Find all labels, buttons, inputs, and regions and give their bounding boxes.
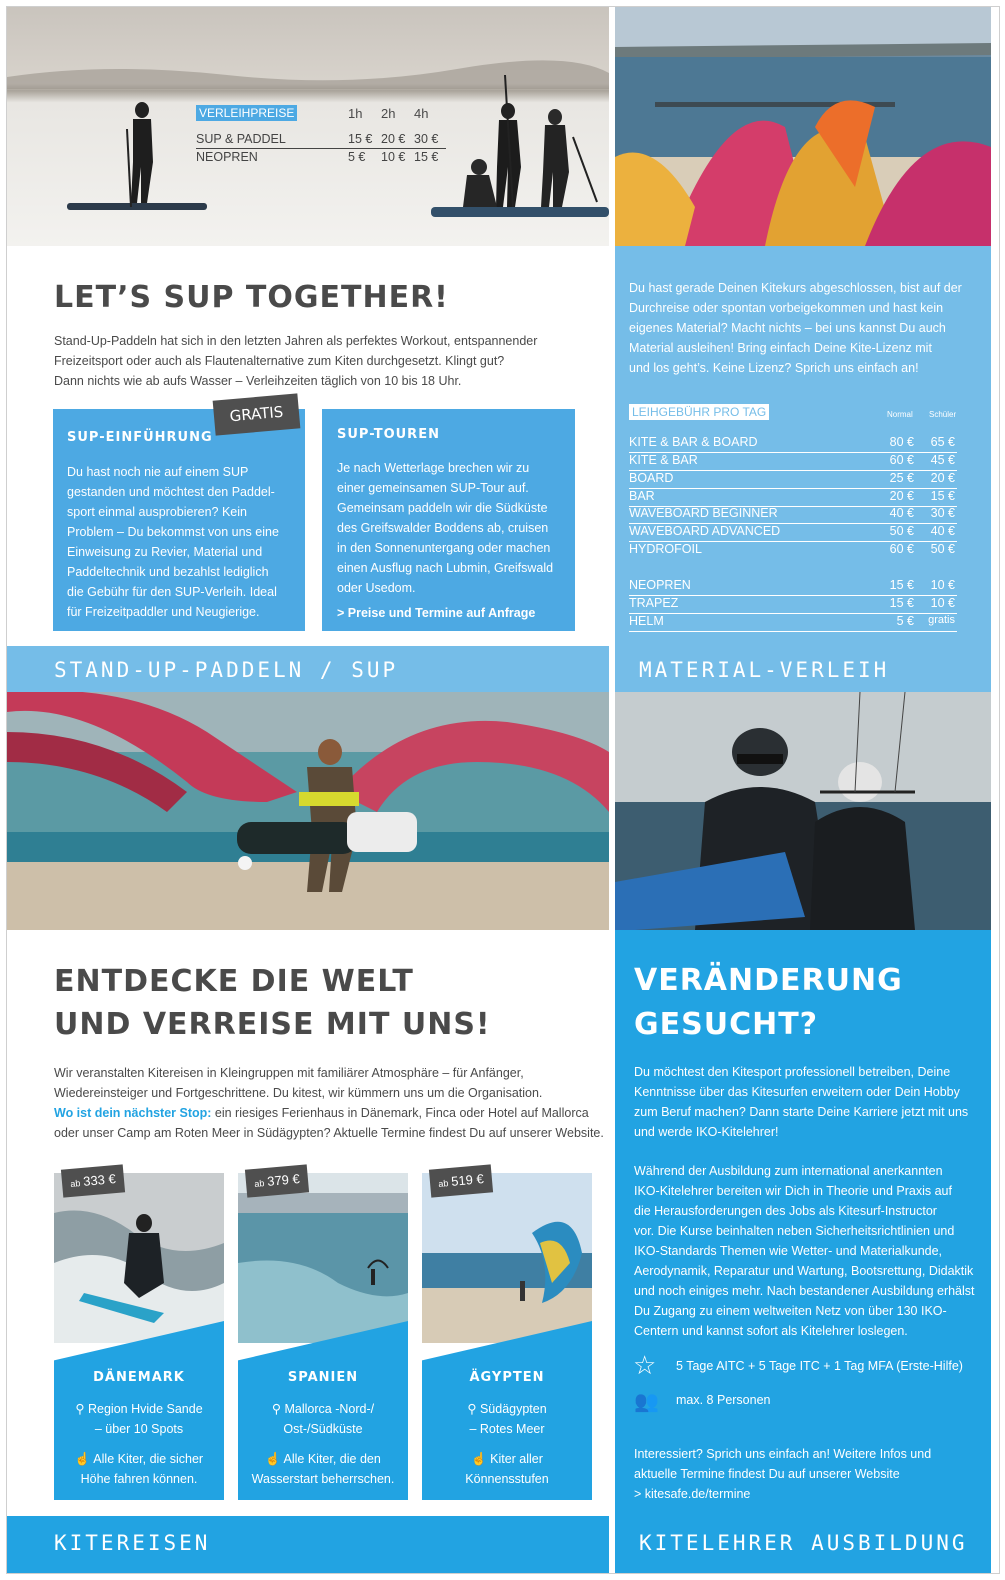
material-band-title: MATERIAL-VERLEIH — [639, 658, 890, 682]
destination-level-2: Wasserstart beherrschen. — [251, 1472, 395, 1486]
destination-location-2: – über 10 Spots — [94, 1422, 184, 1436]
col-1h: 1h — [348, 106, 363, 121]
sup-tours-card-text: Je nach Wetterlage brechen wir zu einer gemeinsamen SUP-Tour auf. Gemeinsam paddeln wir die Südküste des Greifswalder Boddens ab, cruisen in den Sonnenuntergang oder machen einen Ausflug nach Lubmin, Greifswald oder Usedom. — [337, 461, 554, 595]
instructor-photo — [615, 692, 991, 930]
feature-duration: 5 Tage AITC + 5 Tage ITC + 1 Tag MFA (Erste-Hilfe) — [676, 1359, 963, 1373]
destination-location: ⚲ Südägypten — [467, 1402, 547, 1416]
sup-intro-1: Stand-Up-Paddeln hat sich in den letzten Jahren als perfektes Workout, entspannender — [54, 334, 538, 348]
lehrer-p2: Während der Ausbildung zum international anerkannten IKO-Kitelehrer bereiten wir Dich in Theorie und Praxis auf die Herausforderungen des Jobs als Kitesurf-Instructor vor. Die Kurse beinhalten neben Sicherheitsrichtlinien und IKO-Standards Themen wie Wetter- und Materialkunde, Aerodynamik, Reparatur und Wartung, Bootsrettung, Didaktik und noch einiges mehr. Nach bestandener Ausbildung erhälst Du Zugang zu einem weltweiten Netz von über 130 IKO- Centern und kannst sofort als Kitelehrer loslegen. — [634, 1164, 975, 1338]
table-row: KITE & BAR & BOARD 80 € 65 € — [629, 435, 957, 453]
table-row: WAVEBOARD ADVANCED 50 € 40 € — [629, 524, 957, 542]
table-row: KITE & BAR 60 € 45 € — [629, 453, 957, 471]
lehrer-p3: Interessiert? Sprich uns einfach an! Weitere Infos und aktuelle Termine findest Du auf unserer Website > kitesafe.de/termine — [634, 1444, 984, 1504]
reisen-heading-2: UND VERREISE MIT UNS! — [54, 1007, 491, 1042]
lehrer-heading-1: VERÄNDERUNG — [634, 963, 903, 998]
sup-rental-table — [196, 104, 446, 168]
kiter-beach-photo — [7, 692, 609, 930]
lehrer-p1: Du möchtest den Kitesport professionell betreiben, Deine Kenntnisse über das Kitesurfen erweitern oder Dein Hobby zum Beruf machen? Dann starte Deine Karriere jetzt mit uns und werde IKO-Kitelehrer! — [634, 1065, 969, 1139]
destination-name: DÄNEMARK — [93, 1370, 185, 1385]
col-4h: 4h — [414, 106, 429, 121]
price-tag: ab 519 € — [429, 1164, 493, 1197]
col-normal: Normal — [887, 410, 913, 419]
sup-tours-card-title: SUP-TOUREN — [337, 427, 440, 442]
map-pin-icon: ⚲ — [271, 1402, 282, 1416]
table-row: SUP & PADDEL 15 € 20 € 30 € — [196, 132, 446, 149]
reisen-text-1: Wir veranstalten Kitereisen in Kleingruppen mit familiärer Atmosphäre – für Anfänger, — [54, 1066, 524, 1080]
feature-group-size: max. 8 Personen — [676, 1393, 771, 1407]
reisen-text-4: oder unser Camp am Roten Meer in Südägypten? Aktuelle Termine findest Du auf unserer Website. — [54, 1126, 604, 1140]
table-row: NEOPREN 15 € 10 € — [629, 578, 957, 596]
table-row: BOARD 25 € 20 € — [629, 471, 957, 489]
sup-rental-header: VERLEIHPREISE — [196, 105, 297, 121]
reisen-text-3 — [54, 1103, 589, 1123]
destination-card-daenemark[interactable] — [54, 1173, 224, 1500]
kites-beach-photo — [615, 7, 991, 246]
reisen-highlight: Wo ist dein nächster Stop: — [54, 1106, 212, 1120]
material-table-header: LEIHGEBÜHR PRO TAG — [629, 404, 769, 420]
destination-level: ☝ Kiter aller — [471, 1452, 543, 1466]
destination-level-2: Könnensstufen — [465, 1472, 549, 1486]
table-row: WAVEBOARD BEGINNER 40 € 30 € — [629, 506, 957, 524]
destination-name: ÄGYPTEN — [469, 1370, 545, 1385]
table-row: BAR 20 € 15 € — [629, 489, 957, 507]
destination-level: ☝ Alle Kiter, die den — [265, 1452, 381, 1466]
reisen-heading-1: ENTDECKE DIE WELT — [54, 964, 414, 999]
map-pin-icon: ⚲ — [75, 1402, 85, 1416]
aegypten-photo — [422, 1173, 592, 1343]
reisen-text-2: Wiedereinsteiger und Fortgeschrittene. Du kitest, wir kümmern uns um die Organisation. — [54, 1086, 543, 1100]
material-intro: Du hast gerade Deinen Kitekurs abgeschlossen, bist auf der Durchreise oder spontan vorbeigekommen und hast kein eigenes Material? Macht nichts – bei uns kannst Du auch Material ausleihen! Bring einfach Deine Kite-Lizenz mit und los geht’s. Keine Lizenz? Sprich uns einfach an! — [629, 281, 962, 375]
sup-intro-2: Freizeitsport oder auch als Flautenalternative zum Kiten durchgesetzt. Klingt gut? — [54, 354, 505, 368]
destination-location-2: – Rotes Meer — [469, 1422, 545, 1436]
sup-intro-card-title: SUP-EINFÜHRUNG — [67, 430, 213, 445]
destination-level: ☝ Alle Kiter, die sicher — [74, 1452, 204, 1466]
star-icon: ☆ — [633, 1350, 657, 1380]
col-schueler: Schüler — [929, 410, 957, 419]
spanien-photo — [238, 1173, 408, 1343]
map-pin-icon: ⚲ — [467, 1402, 477, 1416]
destination-location: ⚲ Region Hvide Sande — [75, 1402, 203, 1416]
table-row: HELM 5 € gratis — [629, 614, 957, 632]
price-tag: ab 379 € — [245, 1164, 309, 1197]
daenemark-photo — [54, 1173, 224, 1343]
destination-level-2: Höhe fahren können. — [80, 1472, 198, 1486]
destination-location: ⚲ Mallorca -Nord-/ — [271, 1402, 375, 1416]
destination-location-2: Ost-/Südküste — [283, 1422, 363, 1436]
sup-intro-3: Dann nichts wie ab aufs Wasser – Verleihzeiten täglich von 10 bis 18 Uhr. — [54, 374, 462, 388]
lehrer-band-title: KITELEHRER AUSBILDUNG — [639, 1531, 968, 1555]
sup-band-title: STAND-UP-PADDELN / SUP — [54, 658, 399, 682]
lehrer-heading-2: GESUCHT? — [634, 1007, 819, 1042]
price-tag: ab 333 € — [61, 1164, 125, 1197]
destination-name: SPANIEN — [287, 1370, 359, 1385]
group-icon: 👥 — [634, 1391, 659, 1413]
gratis-badge: GRATIS — [213, 393, 301, 435]
website-link[interactable]: > kitesafe.de/termine — [634, 1487, 751, 1501]
thumbs-up-icon: ☝ — [74, 1452, 91, 1466]
thumbs-up-icon: ☝ — [265, 1452, 281, 1466]
col-2h: 2h — [381, 106, 396, 121]
reisen-text-3-rest: ein riesiges Ferienhaus in Dänemark, Finca oder Hotel auf Mallorca — [211, 1106, 589, 1120]
table-row: NEOPREN 5 € 10 € 15 € — [196, 150, 439, 164]
reisen-band-title: KITEREISEN — [54, 1531, 211, 1555]
sup-heading: LET’S SUP TOGETHER! — [54, 280, 449, 315]
table-row: HYDROFOIL 60 € 50 € — [629, 542, 955, 556]
sup-intro-card-text: Du hast noch nie auf einem SUP gestanden und möchtest den Paddel- sport einmal ausprobieren? Kein Problem – Du bekommst von uns eine Einweisung zu Revier, Material und Paddeltechnik und bezahlst lediglich die Gebühr für den SUP-Verleih. Ideal für Freizeitpaddler und Neugierige. — [67, 465, 279, 619]
thumbs-up-icon: ☝ — [471, 1452, 487, 1466]
destination-card-aegypten[interactable] — [422, 1173, 592, 1500]
destination-card-spanien[interactable] — [238, 1173, 408, 1500]
table-row: TRAPEZ 15 € 10 € — [629, 596, 957, 614]
sup-tours-link[interactable]: > Preise und Termine auf Anfrage — [337, 606, 536, 620]
